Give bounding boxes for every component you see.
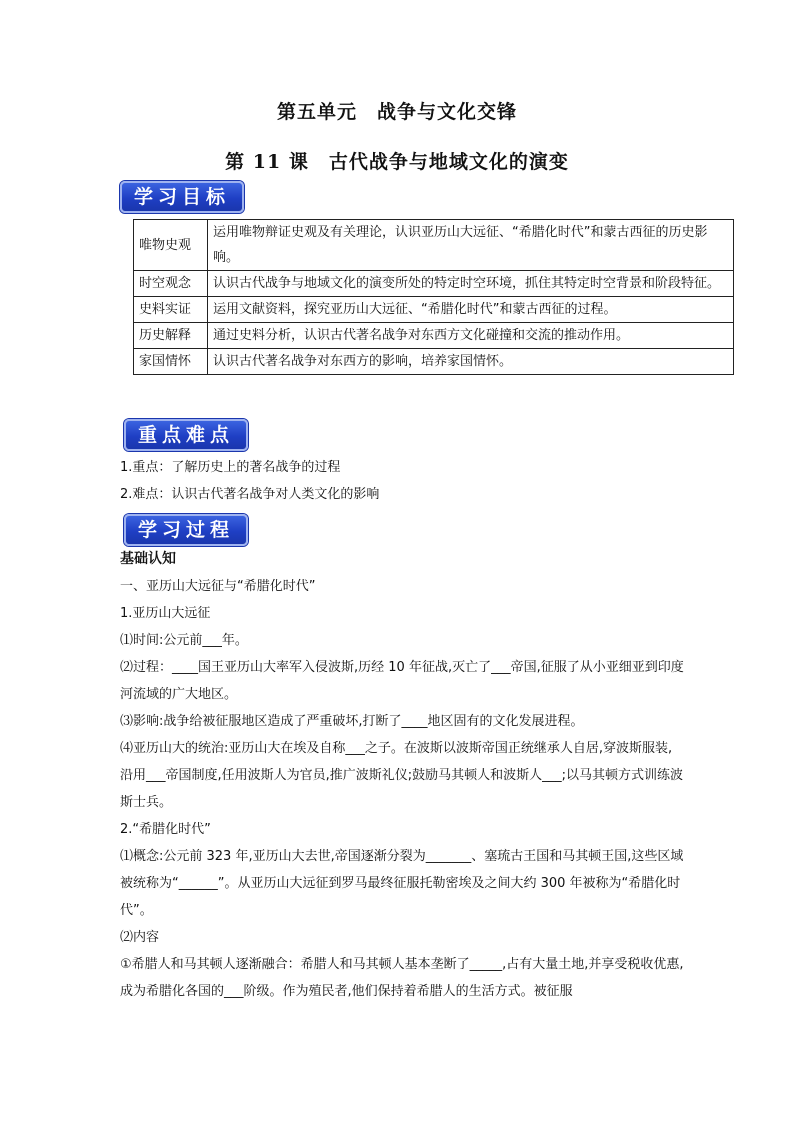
objectives-banner: 学习目标 [120,181,244,213]
table-row [134,323,734,349]
paragraph: ⑵过程：____国王亚历山大率军入侵波斯,历经 10 年征战,灭亡了___帝国,征服了从小亚细亚到印度河流域的广大地区。 [120,660,684,702]
process-banner: 学习过程 [124,514,248,546]
section-heading: 基础认知 [120,551,176,567]
process-section [120,546,685,1005]
table-row [134,297,734,323]
paragraph: ⑷亚历山大的统治:亚历山大在埃及自称___之子。在波斯以波斯帝国正统继承人自居,穿波斯服装,沿用___帝国制度,任用波斯人为官员,推广波斯礼仪;鼓励马其顿人和波斯人___;以马其顿方式训练波斯士兵。 [120,741,684,810]
paragraph: 一、亚历山大远征与“希腊化时代” [120,579,316,594]
table-row [134,271,734,297]
objective-value: 通过史料分析，认识古代著名战争对东西方文化碰撞和交流的推动作用。 [208,323,734,349]
objective-key: 家国情怀 [134,349,208,375]
objective-key: 历史解释 [134,323,208,349]
table-row [134,220,734,271]
paragraph: ⑵内容 [120,930,160,945]
difficult-point-item: 2.难点：认识古代著名战争对人类文化的影响 [120,487,380,502]
paragraph: ⑶影响:战争给被征服地区造成了严重破坏,打断了____地区固有的文化发展进程。 [120,714,584,729]
paragraph: 1.亚历山大远征 [120,606,211,621]
paragraph: ①希腊人和马其顿人逐渐融合：希腊人和马其顿人基本垄断了_____,占有大量土地,并享受税收优惠,成为希腊化各国的___阶级。作为殖民者,他们保持着希腊人的生活方式。被征服 [120,957,684,999]
paragraph: ⑴概念:公元前 323 年,亚历山大去世,帝国逐渐分裂为_______、塞琉古王国和马其顿王国,这些区域被统称为“______”。从亚历山大远征到罗马最终征服托勒密埃及之间大约 300 年被称为“希腊化时代”。 [120,849,684,918]
table-row [134,349,734,375]
paragraph: 2.“希腊化时代” [120,822,211,837]
objective-value: 运用唯物辩证史观及有关理论，认识亚历山大远征、“希腊化时代”和蒙古西征的历史影响。 [208,220,734,271]
objective-value: 认识古代著名战争对东西方的影响，培养家国情怀。 [208,349,734,375]
objectives-table [133,219,734,375]
objective-key: 唯物史观 [134,220,208,271]
key-points-banner: 重点难点 [124,419,248,451]
objective-value: 认识古代战争与地域文化的演变所处的特定时空环境，抓住其特定时空背景和阶段特征。 [208,271,734,297]
key-point-item: 1.重点：了解历史上的著名战争的过程 [120,460,341,475]
objective-value: 运用文献资料，探究亚历山大远征、“希腊化时代”和蒙古西征的过程。 [208,297,734,323]
unit-title: 第五单元 战争与文化交锋 [276,101,517,123]
key-points-list [120,454,685,508]
objective-key: 时空观念 [134,271,208,297]
paragraph: ⑴时间:公元前___年。 [120,633,248,648]
lesson-title: 第 11 课 古代战争与地域文化的演变 [225,151,569,173]
objective-key: 史料实证 [134,297,208,323]
